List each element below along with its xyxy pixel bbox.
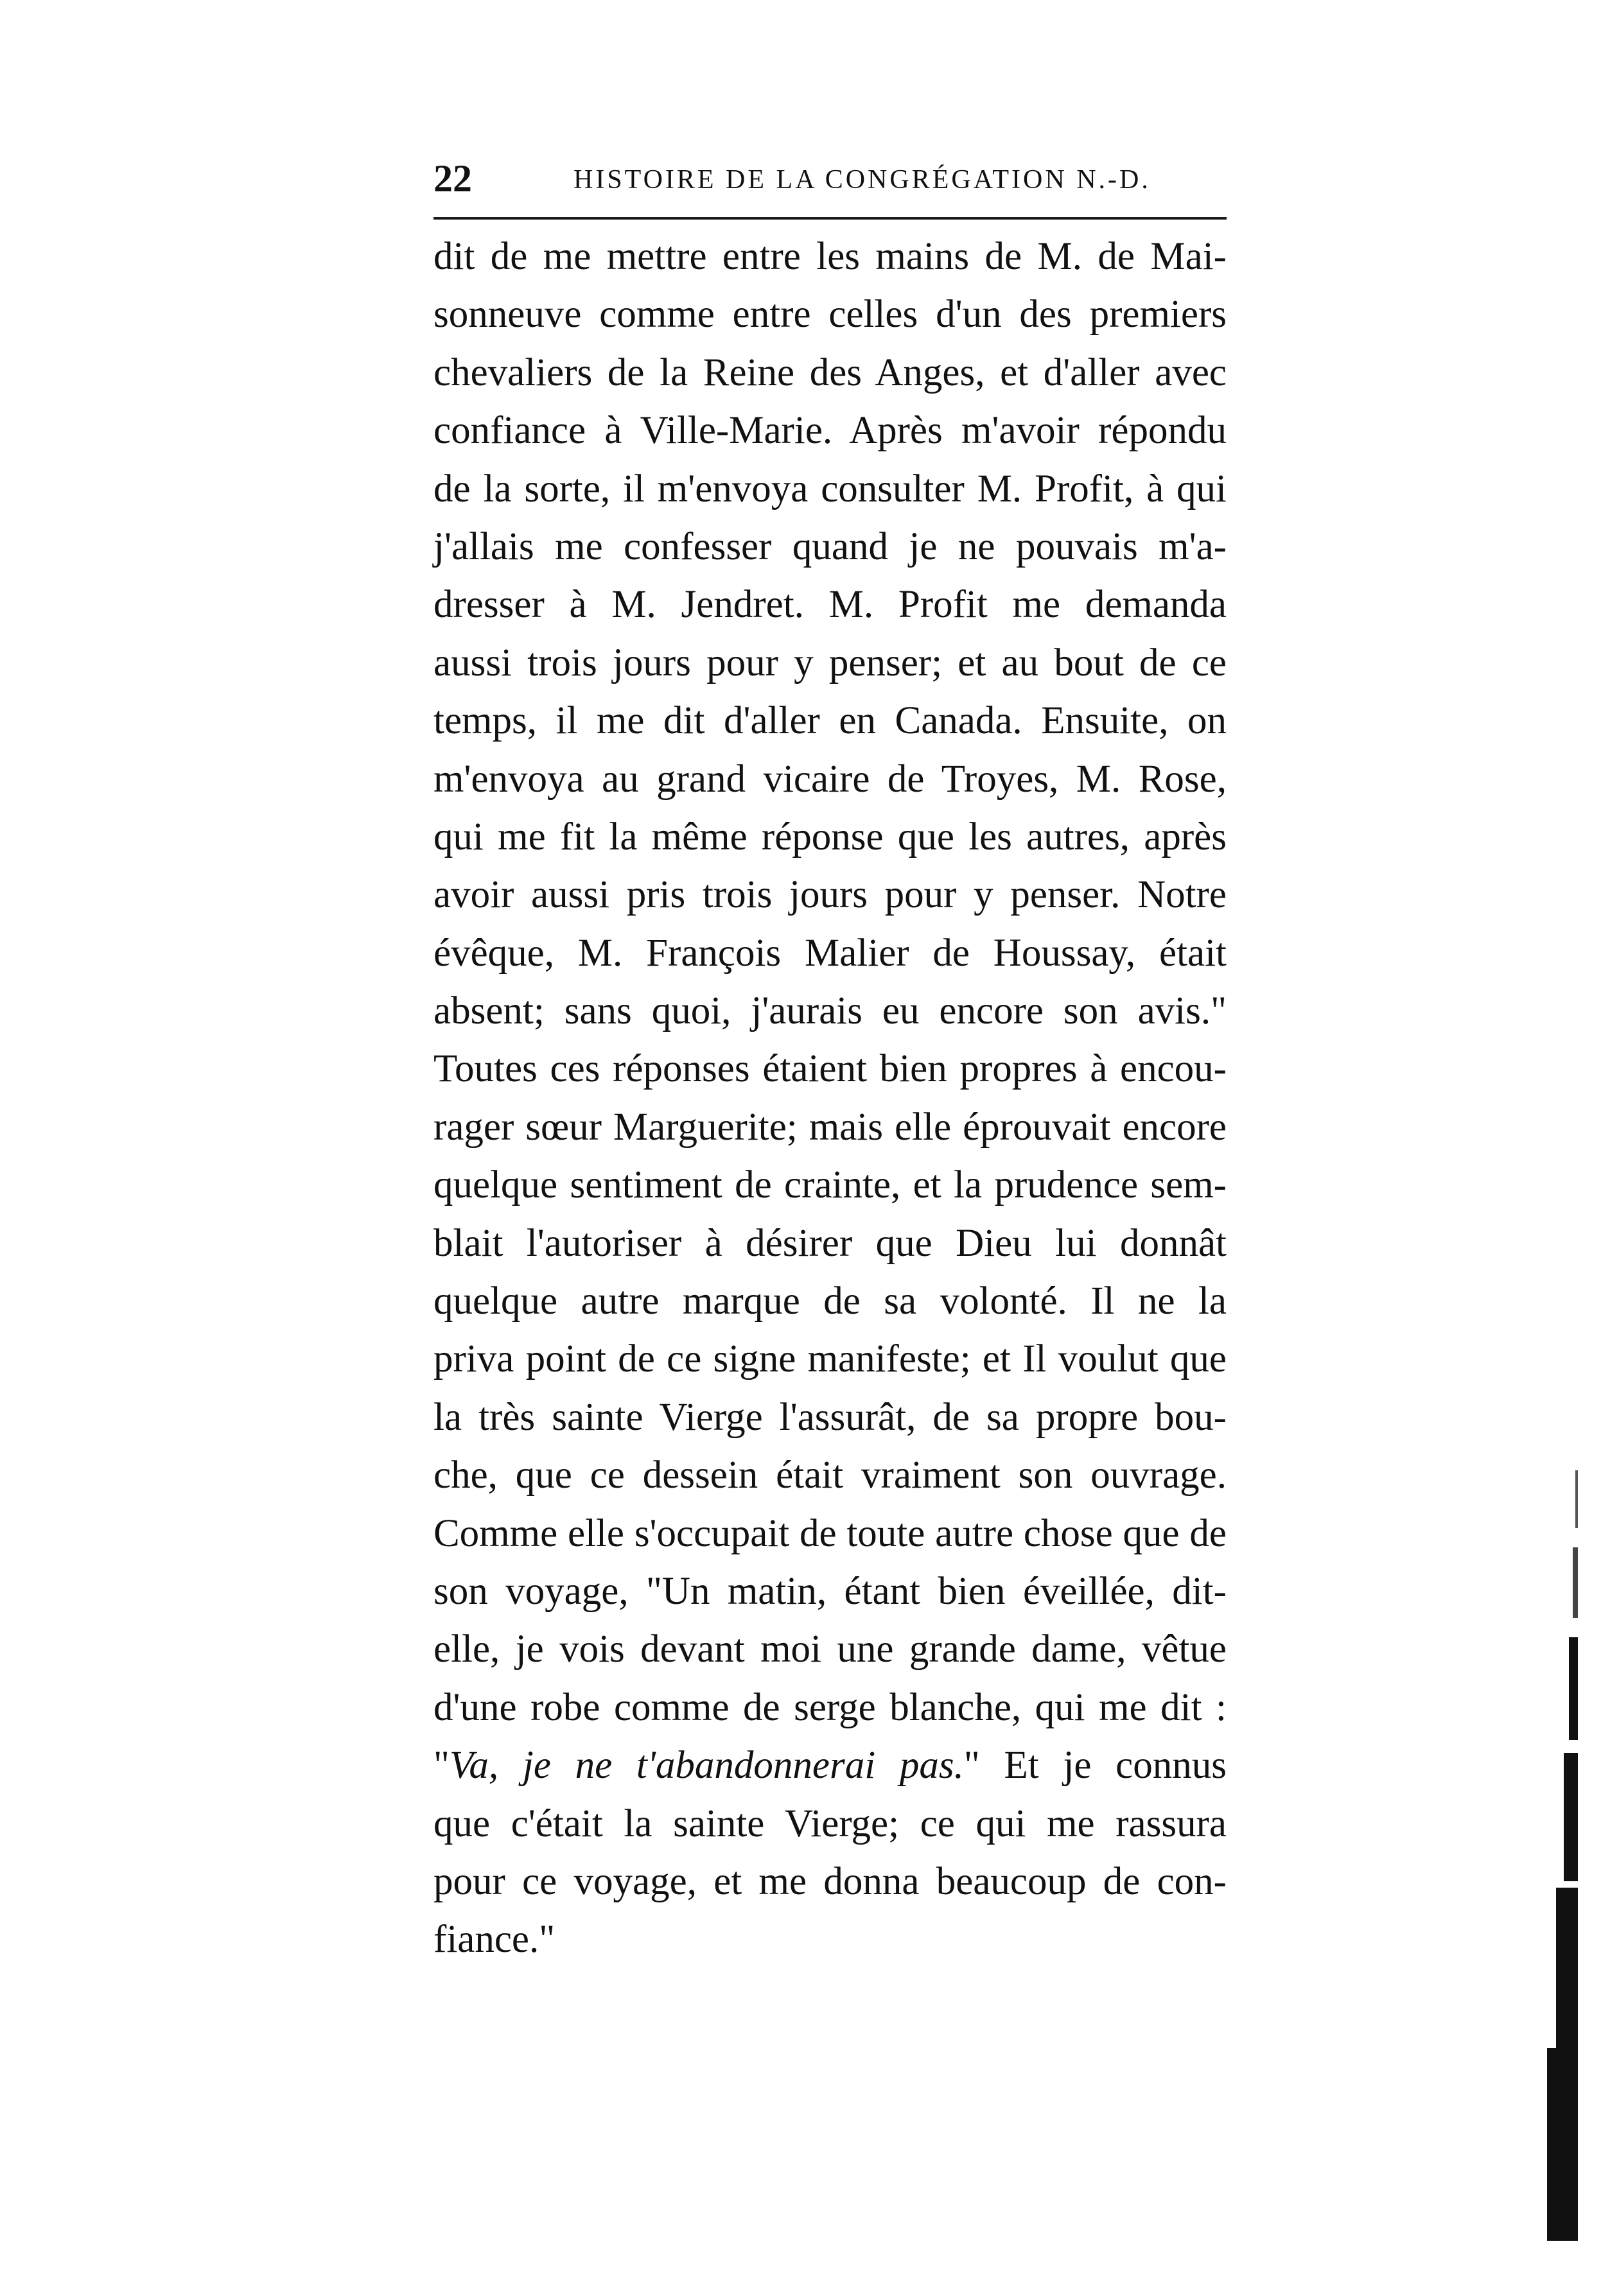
text-line: m'envoya au grand vicaire de Troyes, M. Rose, (433, 757, 1227, 801)
text-line: son voyage, "Un matin, étant bien éveillée, dit- (433, 1569, 1227, 1613)
text-line: d'une robe comme de serge blanche, qui me dit : (433, 1685, 1227, 1729)
text-line: chevaliers de la Reine des Anges, et d'aller avec (433, 351, 1227, 394)
open-quote: " (433, 1744, 450, 1787)
text-line: dit de me mettre entre les mains de M. de Mai- (433, 235, 1227, 278)
text-line: avoir aussi pris trois jours pour y penser. Notre (433, 873, 1227, 917)
text-line: fiance." (433, 1918, 556, 1961)
text-line: absent; sans quoi, j'aurais eu encore son avis." (433, 989, 1227, 1033)
page-header (433, 153, 1227, 214)
text-line: évêque, M. François Malier de Houssay, était (433, 931, 1227, 975)
text-line: blait l'autoriser à désirer que Dieu lui donnât (433, 1221, 1227, 1265)
text-line: che, que ce dessein était vraiment son ouvrage. (433, 1454, 1227, 1497)
running-title: HISTOIRE DE LA CONGRÉGATION N.-D. (573, 165, 1151, 195)
text-line: Comme elle s'occupait de toute autre chose que de (433, 1511, 1227, 1555)
text-line: dresser à M. Jendret. M. Profit me demanda (433, 583, 1227, 627)
text-line: confiance à Ville-Marie. Après m'avoir répondu (433, 409, 1227, 453)
text-line: j'allais me confesser quand je ne pouvais m'a- (433, 525, 1227, 568)
text-line: rager sœur Marguerite; mais elle éprouvait encore (433, 1105, 1227, 1149)
text-line: la très sainte Vierge l'assurât, de sa propre bou- (433, 1395, 1227, 1439)
text-line: priva point de ce signe manifeste; et Il voulut que (433, 1337, 1227, 1381)
page-number: 22 (433, 157, 472, 200)
line-remainder: " Et je connus (963, 1744, 1227, 1787)
text-line: pour ce voyage, et me donna beaucoup de con- (433, 1859, 1227, 1903)
scan-edge-artifact (1538, 1470, 1578, 2241)
text-line: quelque sentiment de crainte, et la prudence sem- (433, 1163, 1227, 1207)
text-line: Toutes ces réponses étaient bien propres à encou- (433, 1047, 1227, 1091)
italic-quotation: Va, je ne t'abandonnerai pas. (449, 1744, 964, 1787)
header-rule (433, 217, 1227, 220)
text-line: sonneuve comme entre celles d'un des premiers (433, 293, 1227, 336)
text-line: aussi trois jours pour y penser; et au bout de ce (433, 641, 1227, 684)
text-line: de la sorte, il m'envoya consulter M. Profit, à qui (433, 467, 1227, 510)
body-text (433, 228, 1227, 1969)
text-line: temps, il me dit d'aller en Canada. Ensuite, on (433, 699, 1227, 743)
text-line: que c'était la sainte Vierge; ce qui me rassura (433, 1802, 1227, 1845)
text-line: elle, je vois devant moi une grande dame, vêtue (433, 1628, 1227, 1671)
text-line: qui me fit la même réponse que les autres, après (433, 815, 1227, 858)
text-line: quelque autre marque de sa volonté. Il ne la (433, 1280, 1227, 1323)
text-line-italic-quote (433, 1737, 1227, 1795)
